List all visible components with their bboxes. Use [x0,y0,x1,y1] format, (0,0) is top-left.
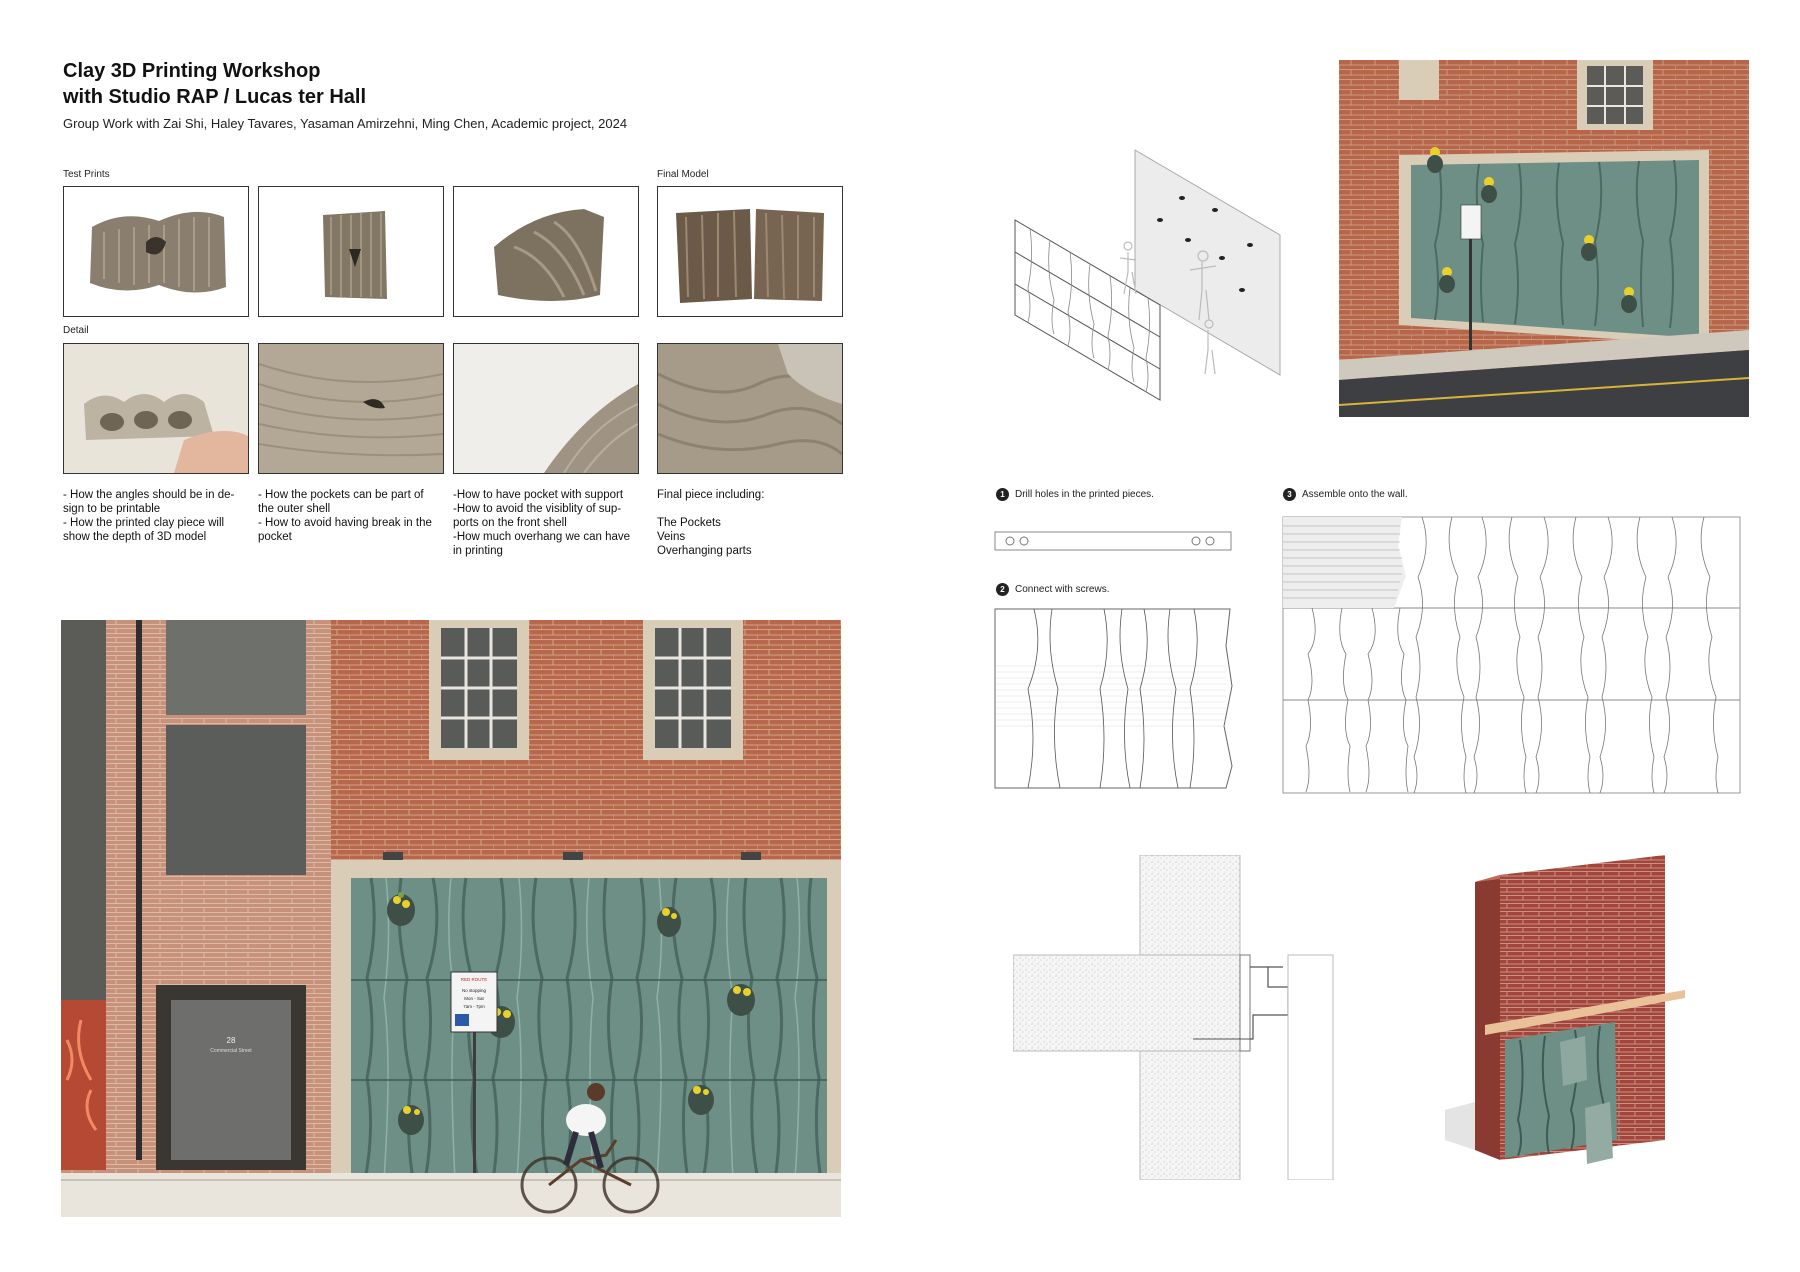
detail-label: Detail [63,325,89,336]
assembled-wall-drawing [1282,516,1742,794]
site-photo [1339,60,1749,417]
caption-1 [63,488,249,544]
project-subtitle: Group Work with Zai Shi, Haley Tavares, Yasaman Amirzehni, Ming Chen, Academic project, 2024 [63,116,628,131]
caption-3-line: ports on the front shell [453,517,567,529]
drill-holes-drawing [994,528,1234,554]
sign-line-2: Mon - Sat [464,996,484,1001]
step-3 [1283,488,1408,501]
final-model-label: Final Model [657,169,709,180]
caption-2-line: the outer shell [258,503,331,515]
step-3-number: 3 [1283,488,1296,501]
step-2-number: 2 [996,583,1009,596]
caption-3 [453,488,639,558]
door-street: Commercial Street [210,1048,252,1054]
test-print-2-image [258,186,444,317]
test-print-1-image [63,186,249,317]
test-prints-label: Test Prints [63,169,110,180]
final-model-image [657,186,843,317]
caption-4-line: Final piece including: [657,489,765,501]
section-detail-drawing [1013,855,1343,1180]
sign-line-3: 7am - 7pm [463,1004,485,1009]
brick-wall-3d-model [1435,840,1695,1172]
step-1-number: 1 [996,488,1009,501]
test-print-3-image [453,186,639,317]
caption-2-line: - How the pockets can be part of [258,489,424,501]
detail-1-image [63,343,249,474]
title-line-1: Clay 3D Printing Workshop [63,60,321,82]
caption-1-line: sign to be printable [63,503,161,515]
caption-2-line: pocket [258,531,292,543]
sign-head: RED ROUTE [460,977,488,982]
caption-1-line: - How the angles should be in de- [63,489,235,501]
caption-3-line: -How to avoid the visiblity of sup- [453,503,622,515]
caption-3-line: in printing [453,545,503,557]
caption-4-line: The Pockets [657,517,721,529]
step-2-text: Connect with screws. [1015,584,1110,595]
caption-1-line: show the depth of 3D model [63,531,207,543]
caption-2-line: - How to avoid having break in the [258,517,432,529]
step-3-text: Assemble onto the wall. [1302,489,1408,500]
caption-4-line: Overhanging parts [657,545,752,557]
caption-4-line: Veins [657,531,686,543]
caption-4 [657,488,843,558]
detail-2-image [258,343,444,474]
caption-4-spacer [657,502,843,516]
detail-3-image [453,343,639,474]
detail-4-image [657,343,843,474]
caption-3-line: -How to have pocket with support [453,489,624,501]
connect-screws-drawing [994,606,1234,791]
street-photo [61,620,841,1217]
title-line-2: with Studio RAP / Lucas ter Hall [63,86,367,108]
caption-3-line: -How much overhang we can have [453,531,631,543]
page-title [63,58,563,110]
caption-2 [258,488,444,544]
step-1-text: Drill holes in the printed pieces. [1015,489,1154,500]
step-2 [996,583,1109,596]
sign-line-1: No stopping [461,988,487,993]
step-1 [996,488,1154,501]
caption-1-line: - How the printed clay piece will [63,517,225,529]
axonometric-diagram [1010,140,1300,410]
door-number: 28 [226,1036,236,1045]
